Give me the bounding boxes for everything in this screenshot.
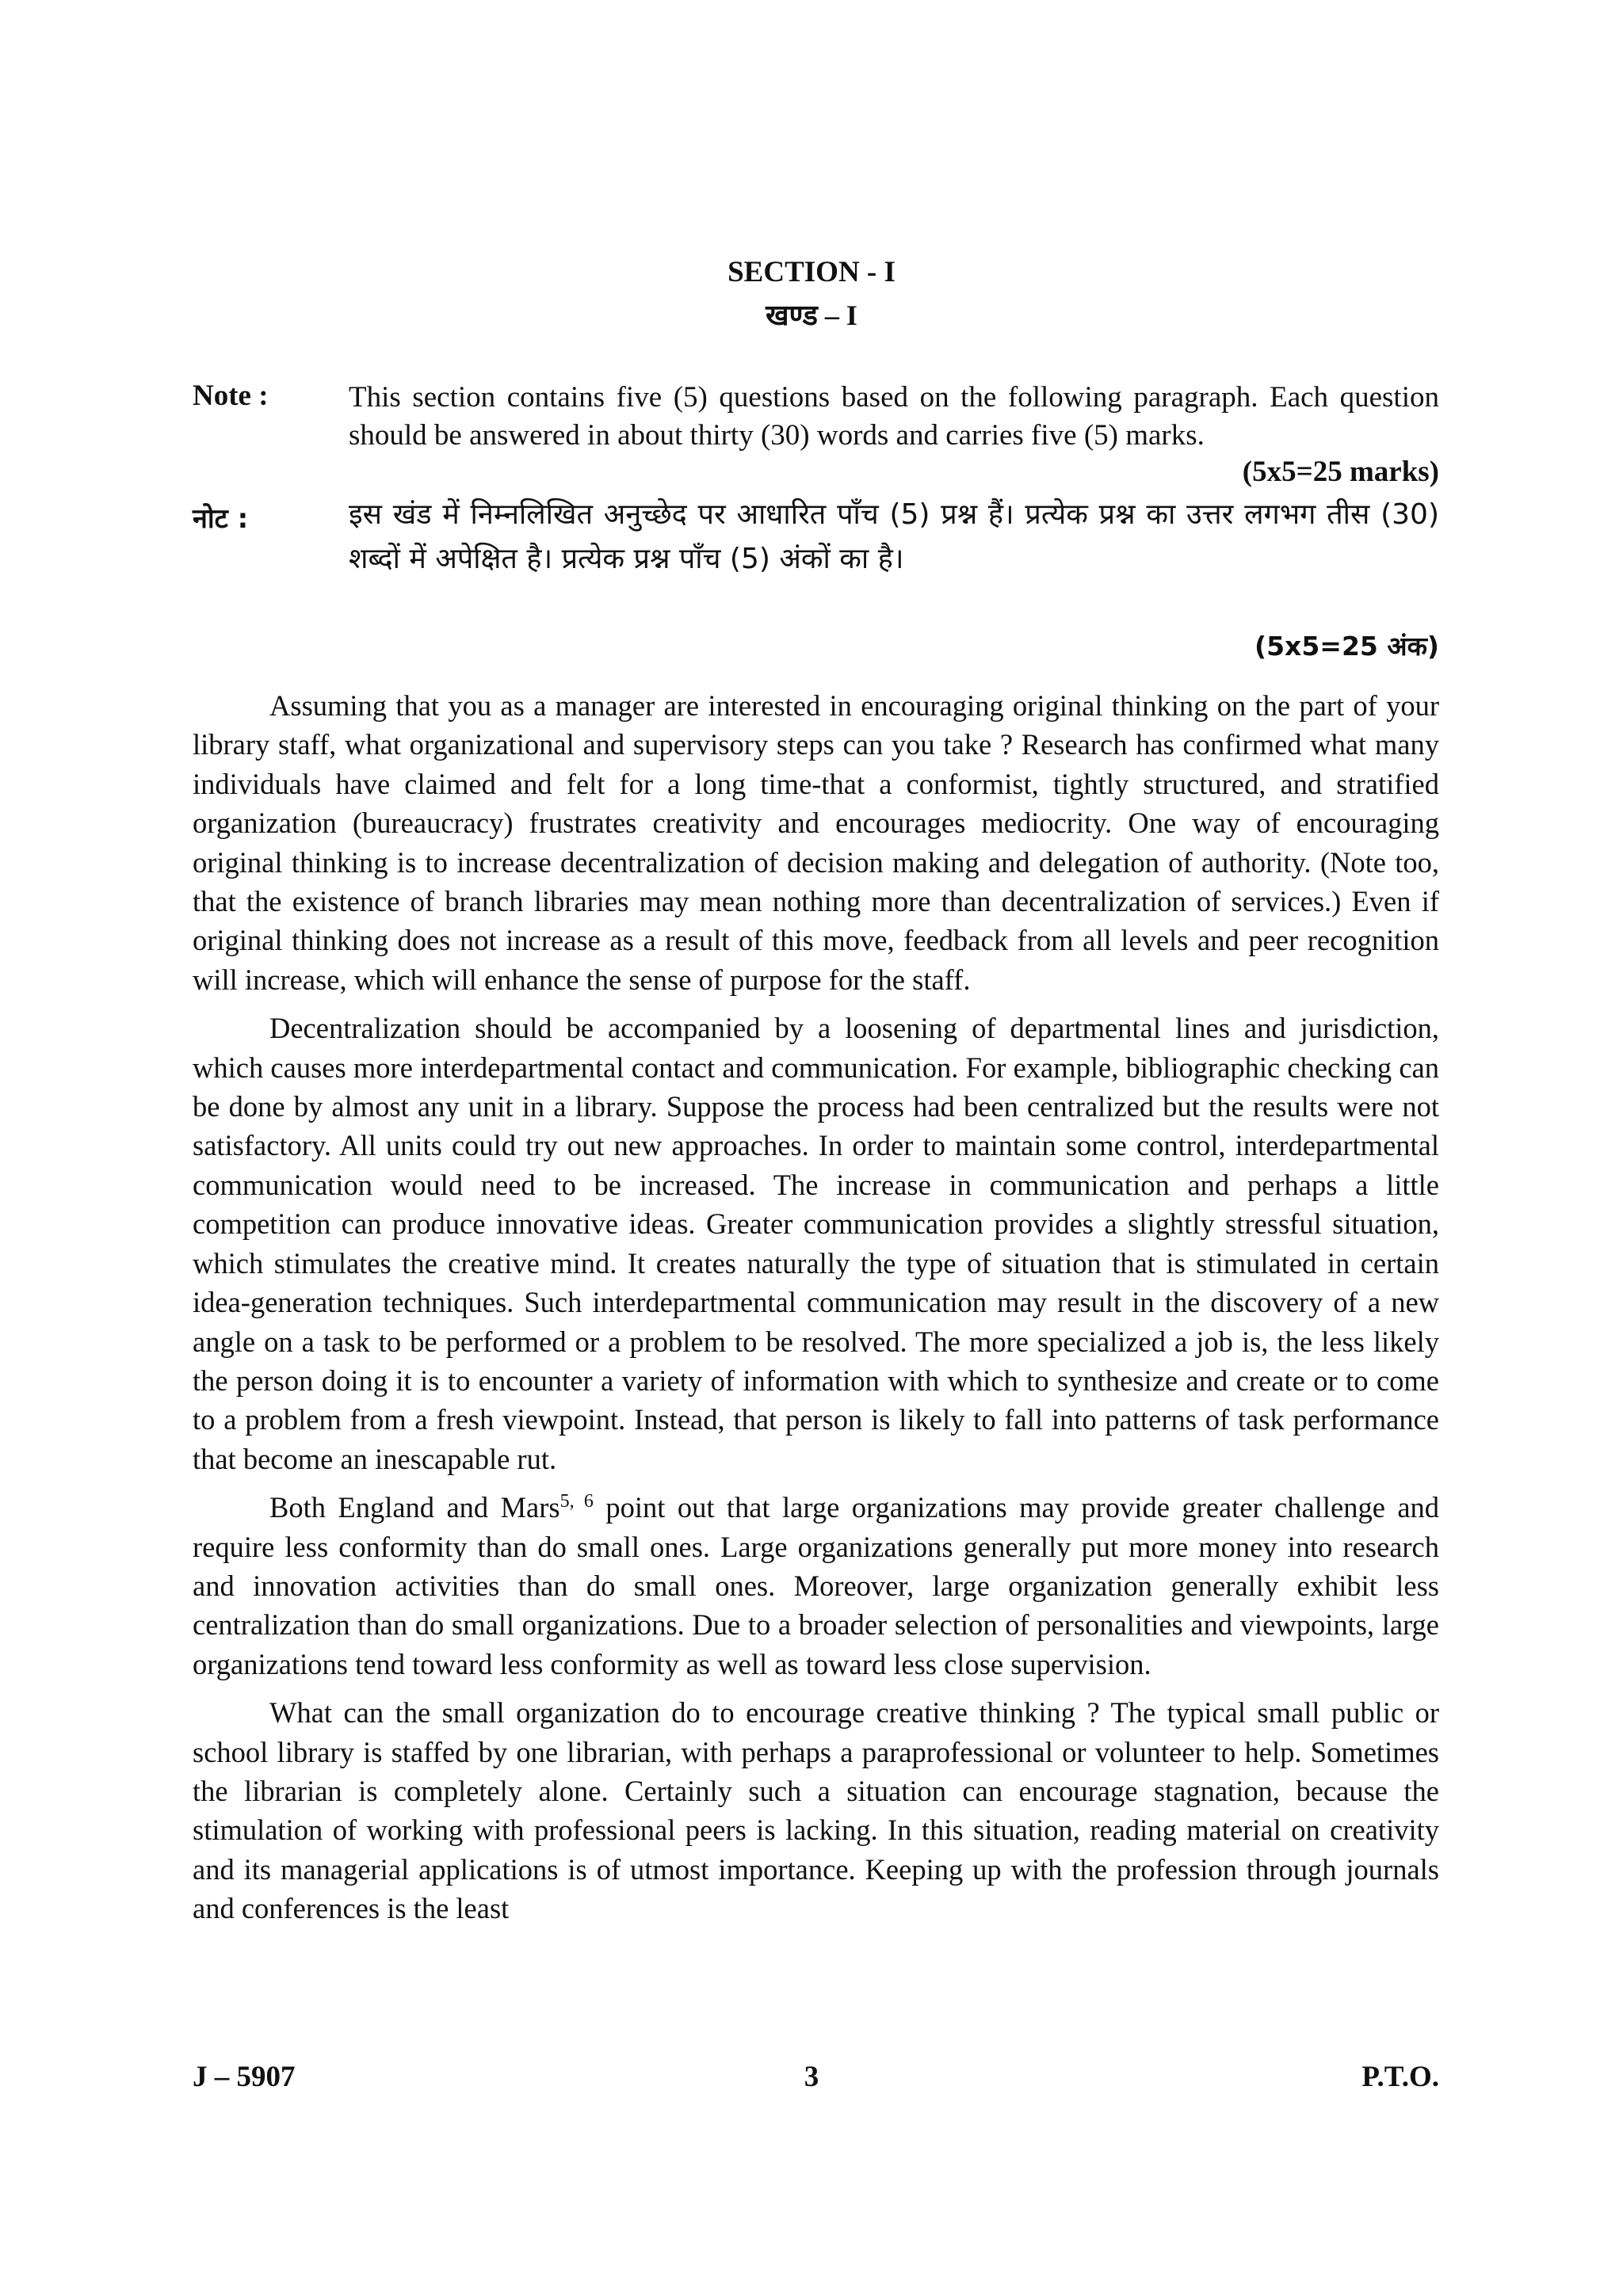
note-label: Note :: [193, 379, 269, 412]
note-text-hindi: इस खंड में निम्नलिखित अनुच्छेद पर आधारित पाँच (5) प्रश्न हैं। प्रत्येक प्रश्न का उत्तर लगभग तीस (30) शब्दों में अपेक्षित है। प्रत्येक प्रश्न पाँच (5) अंकों का है।: [349, 498, 1439, 575]
note-marks: (5x5=25 marks): [1242, 456, 1439, 488]
note-marks-hindi: (5x5=25 अंक): [1254, 631, 1439, 662]
note-label-hindi: नोट :: [193, 503, 249, 535]
page-number: 3: [804, 2061, 819, 2093]
note-text: This section contains five (5) questions based on the following paragraph. Each question should be answered in about thirty (30) words and carries five (5) marks.: [349, 381, 1439, 452]
passage-paragraph-4: What can the small organization do to encourage creative thinking ? The typical small public or school library is staffed by one librarian, with perhaps a paraprofessional or volunteer to help. Sometimes the librarian is completely alone. Certainly such a situation can encourage stagnation, because the stimulation of working with professional peers is lacking. In this situation, reading material on creativity and its managerial applications is of utmost importance. Keeping up with the profession through journals and conferences is the least: [193, 1696, 1439, 1925]
citation-superscript: 5, 6: [559, 1490, 594, 1512]
section-title: SECTION - I: [727, 256, 896, 288]
passage-paragraph-2: Decentralization should be accompanied by a loosening of departmental lines and jurisdiction, which causes more interdepartmental contact and communication. For example, bibliographic checking can be done by almost any unit in a library. Suppose the process had been centralized but the results were not satisfactory. All units could try out new approaches. In order to maintain some control, interdepartmental communication would need to be increased. The increase in communication and perhaps a little competition can produce innovative ideas. Greater communication provides a slightly stressful situation, which stimulates the creative mind. It creates naturally the type of situation that is stimulated in certain idea-generation techniques. Such interdepartmental communication may result in the discovery of a new angle on a task to be performed or a problem to be resolved. The more specialized a job is, the less likely the person doing it is to encounter a variety of information with which to synthesize and create or to come to a problem from a fresh viewpoint. Instead, that person is likely to fall into patterns of task performance that become an inescapable rut.: [193, 1012, 1439, 1475]
passage-paragraph-3-start: Both England and Mars: [269, 1491, 560, 1524]
passage-paragraph-3: [193, 1488, 1439, 1684]
section-title-hindi: खण्ड – I: [766, 299, 857, 331]
paper-code: J – 5907: [193, 2061, 296, 2093]
reading-passage: [193, 686, 1439, 1938]
please-turn-over: P.T.O.: [1361, 2061, 1439, 2093]
passage-paragraph-1: Assuming that you as a manager are interested in encouraging original thinking on the part of your library staff, what organizational and supervisory steps can you take ? Research has confirmed what many individuals have claimed and felt for a long time-that a conformist, tightly structured, and stratified organization (bureaucracy) frustrates creativity and encourages mediocrity. One way of encouraging original thinking is to increase decentralization of decision making and delegation of authority. (Note too, that the existence of branch libraries may mean nothing more than decentralization of services.) Even if original thinking does not increase as a result of this move, feedback from all levels and peer recognition will increase, which will enhance the sense of purpose for the staff.: [193, 689, 1439, 996]
passage-paragraph-3-rest: point out that large organizations may provide greater challenge and require less conformity than do small ones. Large organizations generally put more money into research and innovation activities than do small ones. Moreover, large organization generally exhibit less centralization than do small organizations. Due to a broader selection of personalities and viewpoints, large organizations tend toward less conformity as well as toward less close supervision.: [193, 1491, 1440, 1680]
